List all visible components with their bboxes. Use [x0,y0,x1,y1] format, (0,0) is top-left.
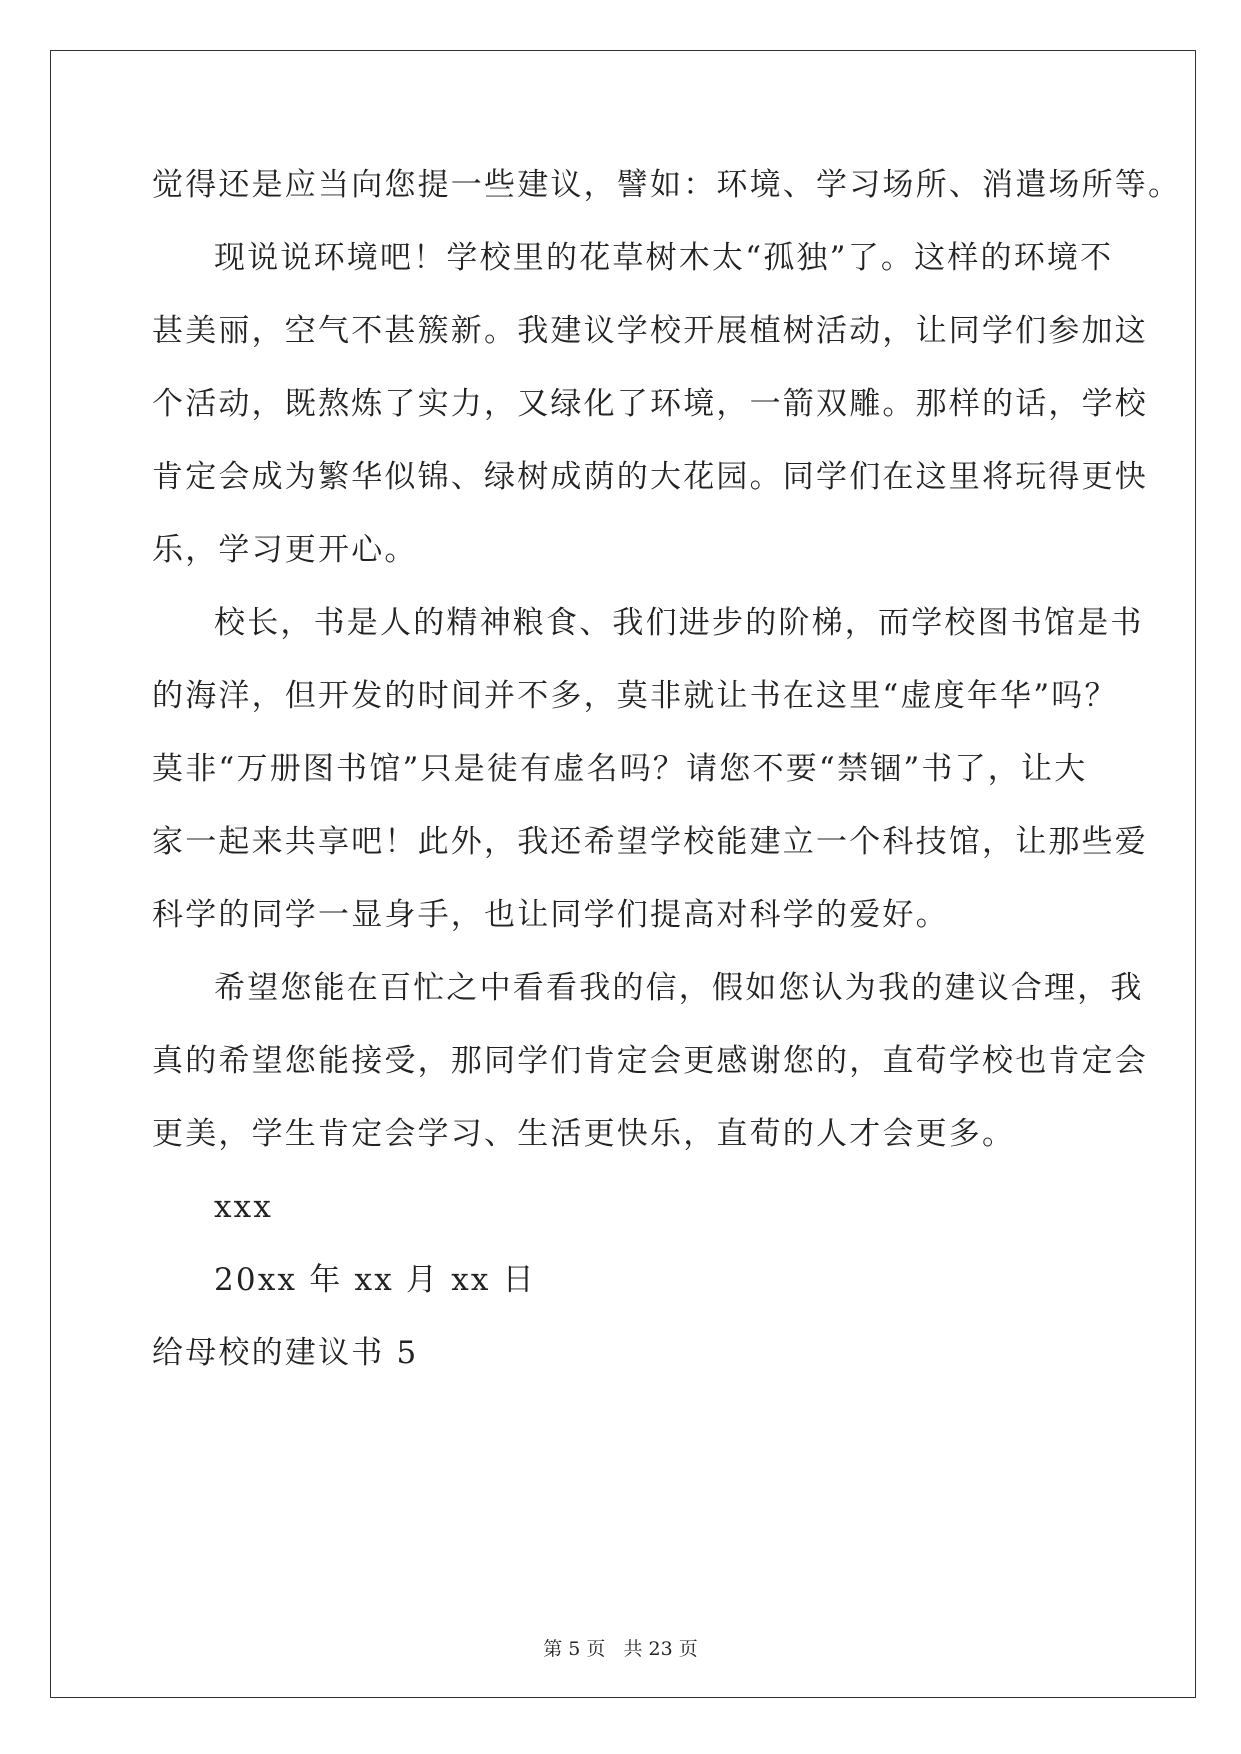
text-line: 莫非“万册图书馆”只是徒有虚名吗？请您不要“禁锢”书了，让大 [152,751,1088,787]
text-line: 家一起来共享吧！此外，我还希望学校能建立一个科技馆，让那些爱 [152,824,1148,860]
text-line: 肯定会成为繁华似锦、绿树成荫的大花园。同学们在这里将玩得更快 [152,459,1148,495]
text-line: 个活动，既熬炼了实力，又绿化了环境，一箭双雕。那样的话，学校 [152,386,1148,422]
page-border [50,50,1196,1698]
text-line: 希望您能在百忙之中看看我的信，假如您认为我的建议合理，我 [214,970,1144,1006]
date-line: 20xx 年 xx 月 xx 日 [214,1262,536,1298]
text-line: 科学的同学一显身手，也让同学们提高对科学的爱好。 [152,897,949,933]
section-heading: 给母校的建议书 5 [152,1335,419,1371]
text-line: 乐，学习更开心。 [152,532,418,568]
text-line: 的海洋，但开发的时间并不多，莫非就让书在这里“虚度年华”吗？ [152,678,1118,714]
text-line: 觉得还是应当向您提一些建议，譬如：环境、学习场所、消遣场所等。 [152,167,1182,203]
text-line: 甚美丽，空气不甚簇新。我建议学校开展植树活动，让同学们参加这 [152,313,1148,349]
text-line: 现说说环境吧！学校里的花草树木太“孤独”了。这样的环境不 [214,240,1114,276]
text-line: 更美，学生肯定会学习、生活更快乐，直荀的人才会更多。 [152,1116,1016,1152]
signature: xxx [214,1189,274,1225]
page-footer [0,1634,1241,1661]
total-pages: 共 23 页 [623,1638,698,1660]
text-line: 校长，书是人的精神粮食、我们进步的阶梯，而学校图书馆是书 [214,605,1144,641]
page-number: 第 5 页 [543,1638,606,1660]
text-line: 真的希望您能接受，那同学们肯定会更感谢您的，直荀学校也肯定会 [152,1043,1148,1079]
